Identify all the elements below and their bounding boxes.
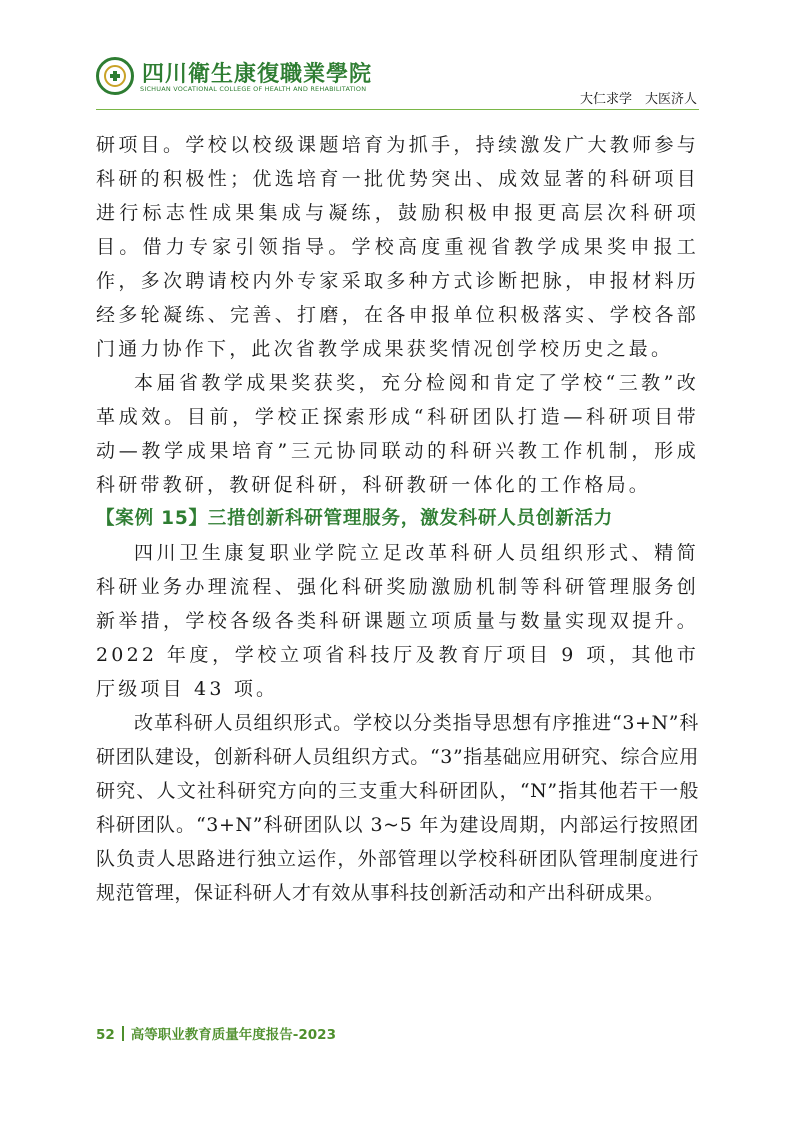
page-body (96, 128, 699, 910)
school-emblem-icon (96, 57, 134, 95)
report-title: 高等职业教育质量年度报告-2023 (130, 1027, 336, 1043)
paragraph-3: 四川卫生康复职业学院立足改革科研人员组织形式、精简科研业务办理流程、强化科研奖励激励机制等科研管理服务创新举措，学校各级各类科研课题立项质量与数量实现双提升。2022 年度，学校立项省科技厅及教育厅项目 9 项，其他市厅级项目 43 项。 (96, 542, 699, 700)
paragraph-2: 本届省教学成果奖获奖，充分检阅和肯定了学校“三教”改革成效。目前，学校正探索形成“科研团队打造—科研项目带动—教学成果培育”三元协同联动的科研兴教工作机制，形成科研带教研，教研促科研，科研教研一体化的工作格局。 (96, 372, 699, 496)
page-number: 52 (96, 1027, 115, 1043)
paragraph-1: 研项目。学校以校级课题培育为抓手，持续激发广大教师参与科研的积极性；优选培育一批优势突出、成效显著的科研项目进行标志性成果集成与凝练，鼓励积极申报更高层次科研项目。借力专家引领指导。学校高度重视省教学成果奖申报工作，多次聘请校内外专家采取多种方式诊断把脉，申报材料历经多轮凝练、完善、打磨，在各申报单位积极落实、学校各部门通力协作下，此次省教学成果获奖情况创学校历史之最。 (96, 134, 699, 360)
page-footer (96, 1023, 336, 1043)
page-header (0, 0, 793, 112)
school-name-en: SICHUAN VOCATIONAL COLLEGE OF HEALTH AND REHABILITATION (140, 85, 367, 93)
case-heading: 【案例 15】三措创新科研管理服务，激发科研人员创新活力 (96, 508, 614, 529)
footer-separator (122, 1026, 124, 1041)
header-divider (96, 109, 699, 110)
paragraph-4: 改革科研人员组织形式。学校以分类指导思想有序推进“3+N”科研团队建设，创新科研人员组织方式。“3”指基础应用研究、综合应用研究、人文社科研究方向的三支重大科研团队，“N”指其他若干一般科研团队。“3+N”科研团队以 3~5 年为建设周期，内部运行按照团队负责人思路进行独立运作，外部管理以学校科研团队管理制度进行规范管理，保证科研人才有效从事科技创新活动和产出科研成果。 (96, 712, 699, 904)
school-name: 四川衛生康復職業學院 (142, 62, 373, 87)
school-motto: 大仁求学 大医济人 (579, 92, 697, 107)
